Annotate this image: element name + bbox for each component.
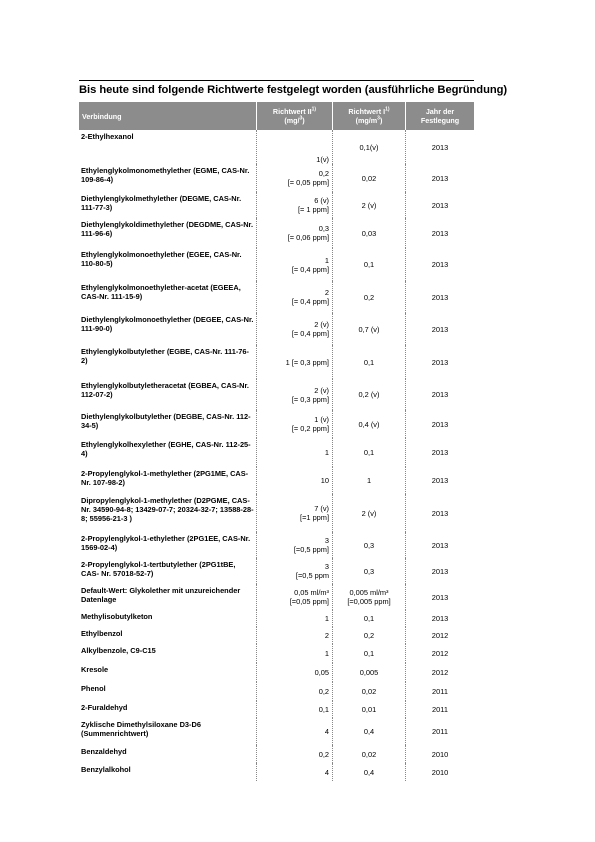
compound-cell: Methylisobutylketon	[81, 612, 153, 621]
richtwert-2-cell: 1 [= 0,3 ppm]	[256, 345, 333, 379]
year-cell: 2013	[431, 448, 449, 457]
richtwert-2-cell: 0,2	[256, 682, 333, 701]
year-cell: 2013	[431, 592, 449, 602]
richtwert-2-cell: 7 (v) [=1 ppm]	[256, 494, 333, 532]
header-compound: Verbindung	[82, 111, 122, 121]
richtwert-2-cell: 10	[256, 467, 333, 494]
richtwert-1-cell: 0,02	[333, 682, 406, 701]
richtwert-2-cell: 3 [=0,5 ppm]	[256, 532, 333, 558]
richtwert-2-cell: 0,1	[256, 701, 333, 718]
richtwert-1-cell: 0,4	[333, 718, 406, 745]
richtwert-1-cell: 2 (v)	[333, 494, 406, 532]
richtwert-1-cell: 0,02	[333, 164, 406, 192]
table-row	[79, 532, 474, 558]
richtwert-1-cell: 0,02	[333, 745, 406, 763]
year-cell: 2013	[431, 142, 449, 152]
richtwert-1-cell: 0,1(v)	[333, 130, 406, 164]
table-row	[79, 718, 474, 745]
table-body	[79, 130, 474, 781]
richtwert-2-cell: 0,05	[256, 663, 333, 682]
compound-cell: Benzaldehyd	[81, 747, 127, 756]
year-cell: 2013	[431, 200, 449, 210]
richtwert-2-cell: 1(v)	[256, 130, 333, 164]
year-cell: 2013	[431, 566, 449, 576]
table-header	[79, 102, 474, 130]
compound-cell: Ethylenglykolhexylether (EGHE, CAS-Nr. 112-25-4)	[81, 440, 251, 458]
compound-cell: Ethylenglykolmonoethylether-acetat (EGEEA, CAS-Nr. 111-15-9)	[81, 283, 241, 301]
year-cell: 2013	[431, 228, 449, 238]
richtwert-1-cell: 0,7 (v)	[333, 313, 406, 345]
compound-cell: Ethylenglykolmonoethylether (EGEE, CAS-Nr. 110-80-5)	[81, 250, 242, 268]
year-cell: 2011	[432, 727, 448, 736]
richtwert-2-cell: 2 (v) [= 0,4 ppm]	[256, 313, 333, 345]
table-row	[79, 494, 474, 532]
richtwert-1-cell: 0,1	[333, 438, 406, 467]
table-row	[79, 701, 474, 718]
header-richtwert-2: Richtwert II$^{1)}$ (mg/$^3$)	[256, 102, 333, 130]
table-row	[79, 610, 474, 627]
richtwert-1-cell: 1	[333, 467, 406, 494]
richtwert-2-cell: 1 [= 0,4 ppm]	[256, 248, 333, 281]
year-cell: 2013	[431, 419, 449, 429]
compound-cell: 2-Propylenglykol-1-methylether (2PG1ME, CAS-Nr. 107-98-2)	[81, 469, 249, 487]
richtwert-2-cell: 4	[256, 718, 333, 745]
year-cell: 2011	[432, 687, 448, 696]
compound-cell: Ethylenglykolbutylether (EGBE, CAS-Nr. 111-76-2)	[81, 347, 249, 365]
section-heading: Bis heute sind folgende Richtwerte festgelegt worden (ausführliche Begründung)	[79, 84, 508, 96]
table-row	[79, 345, 474, 379]
year-cell: 2011	[432, 705, 448, 714]
table-row	[79, 192, 474, 218]
richtwert-1-cell: 0,03	[333, 218, 406, 248]
table-row	[79, 281, 474, 313]
table-row	[79, 248, 474, 281]
table-row	[79, 438, 474, 467]
compound-cell: Diethylenglykolmonoethylether (DEGEE, CAS-Nr. 111-90-0)	[81, 315, 254, 333]
richtwert-2-cell: 6 (v) [= 1 ppm]	[256, 192, 333, 218]
compound-cell: Ethylenglykolbutyletheracetat (EGBEA, CAS-Nr. 112-07-2)	[81, 381, 249, 399]
table-row	[79, 410, 474, 438]
richtwert-2-cell: 1	[256, 438, 333, 467]
compound-cell: Ethylenglykolmonomethylether (EGME, CAS-Nr. 109-86-4)	[81, 166, 250, 184]
richtwert-2-cell: 0,3 [= 0,06 ppm]	[256, 218, 333, 248]
year-cell: 2013	[431, 540, 449, 550]
header-richtwert-1: Richtwert $I^{1)}$ $(mg/m^3)$	[333, 102, 406, 130]
compound-cell: 2-Furaldehyd	[81, 703, 128, 712]
compound-cell: Phenol	[81, 684, 106, 693]
year-cell: 2013	[431, 476, 449, 485]
richtwert-1-cell: 0,005	[333, 663, 406, 682]
richtwert-2-cell: 2	[256, 627, 333, 644]
compound-cell: 2-Propylenglykol-1-tertbutylether (2PG1tBE, CAS- Nr. 57018-52-7)	[81, 560, 236, 578]
compound-cell: Default-Wert: Glykolether mit unzureichender Datenlage	[81, 586, 241, 604]
compound-cell: Kresole	[81, 665, 109, 674]
richtwert-2-cell: 3 [=0,5 ppm	[256, 558, 333, 584]
richtwert-1-cell: 0,4	[333, 763, 406, 781]
table-row	[79, 763, 474, 781]
table-row	[79, 558, 474, 584]
richtwert-1-cell: 0,2 (v)	[333, 379, 406, 410]
compound-cell: Dipropylenglykol-1-methylether (D2PGME, CAS-Nr. 34590-94-8; 13429-07-7; 20324-32-7; 13588-28-8; 55956-21-3 )	[81, 496, 254, 523]
richtwert-2-cell: 0,2 [= 0,05 ppm]	[256, 164, 333, 192]
compound-cell: Benzylalkohol	[81, 765, 131, 774]
year-cell: 2013	[431, 324, 449, 334]
table-row	[79, 379, 474, 410]
richtwert-1-cell: 2 (v)	[333, 192, 406, 218]
richtwert-2-cell: 0,2	[256, 745, 333, 763]
year-cell: 2012	[431, 631, 449, 640]
year-cell: 2010	[431, 767, 449, 777]
year-cell: 2013	[431, 614, 449, 623]
richtwert-1-cell: 0,005 ml/m³ [=0,005 ppm]	[333, 584, 406, 610]
richtwert-1-cell: 0,01	[333, 701, 406, 718]
richtwert-1-cell: 0,2	[333, 281, 406, 313]
richtwert-2-cell: 1	[256, 610, 333, 627]
table-row	[79, 745, 474, 763]
table-row	[79, 644, 474, 663]
header-year: Jahr der Festlegung	[420, 107, 460, 125]
compound-cell: Zyklische Dimethylsiloxane D3-D6 (Summenrichtwert)	[81, 720, 201, 738]
table-row	[79, 467, 474, 494]
year-cell: 2013	[431, 390, 449, 399]
year-cell: 2013	[431, 260, 449, 269]
year-cell: 2010	[431, 749, 449, 759]
richtwert-1-cell: 0,1	[333, 644, 406, 663]
richtwert-2-cell: 1	[256, 644, 333, 663]
year-cell: 2012	[431, 649, 449, 658]
compound-cell: Diethylenglykoldimethylether (DEGDME, CAS-Nr. 111-96-6)	[81, 220, 254, 238]
richtwert-1-cell: 0,3	[333, 532, 406, 558]
table-row	[79, 584, 474, 610]
top-rule	[79, 80, 474, 81]
table-row	[79, 130, 474, 164]
compound-cell: 2-Ethylhexanol	[81, 132, 134, 141]
richtwert-1-cell: 0,2	[333, 627, 406, 644]
year-cell: 2013	[431, 292, 449, 302]
richtwert-2-cell: 2 [= 0,4 ppm]	[256, 281, 333, 313]
richtwert-2-cell: 0,05 ml/m³ [=0,05 ppm]	[256, 584, 333, 610]
table-row	[79, 682, 474, 701]
year-cell: 2013	[431, 357, 449, 367]
table-row	[79, 164, 474, 192]
richtwert-2-cell: 2 (v) [= 0,3 ppm]	[256, 379, 333, 410]
table-row	[79, 218, 474, 248]
year-cell: 2012	[431, 668, 449, 677]
guideline-values-table	[79, 102, 474, 781]
richtwert-1-cell: 0,1	[333, 345, 406, 379]
compound-cell: Diethylenglykolmethylether (DEGME, CAS-Nr. 111-77-3)	[81, 194, 242, 212]
table-row	[79, 313, 474, 345]
compound-cell: Ethylbenzol	[81, 629, 123, 638]
richtwert-1-cell: 0,3	[333, 558, 406, 584]
year-cell: 2013	[431, 173, 449, 183]
table-row	[79, 663, 474, 682]
richtwert-1-cell: 0,1	[333, 610, 406, 627]
year-cell: 2013	[431, 508, 449, 518]
compound-cell: Diethylenglykolbutylether (DEGBE, CAS-Nr. 112-34-5)	[81, 412, 251, 430]
compound-cell: Alkylbenzole, C9-C15	[81, 646, 156, 655]
richtwert-2-cell: 1 (v) [= 0,2 ppm]	[256, 410, 333, 438]
richtwert-1-cell: 0,1	[333, 248, 406, 281]
richtwert-2-cell: 4	[256, 763, 333, 781]
table-row	[79, 627, 474, 644]
richtwert-1-cell: 0,4 (v)	[333, 410, 406, 438]
compound-cell: 2-Propylenglykol-1-ethylether (2PG1EE, CAS-Nr. 1569-02-4)	[81, 534, 251, 552]
